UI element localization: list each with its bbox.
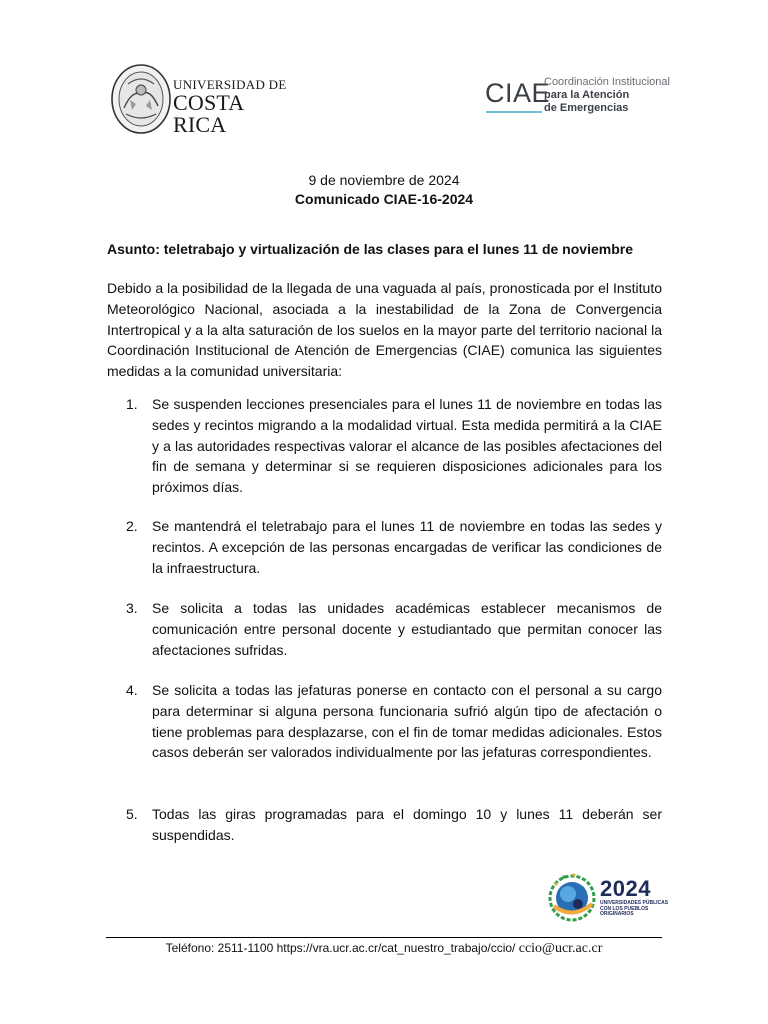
logo-2024: [544, 868, 669, 926]
list-item: [126, 804, 662, 846]
intro-paragraph: Debido a la posibilidad de la llegada de una vaguada al país, pronosticada por el Instituto Meteorológico Nacional, asociada a la inestabilidad de la Zona de Convergencia Intertropical y a la alta saturación de los suelos en la mayor parte del territorio nacional la Coordinación Institucional de Atención de Emergencias (CIAE) comunica las siguientes medidas a la comunidad universitaria:: [107, 280, 662, 380]
logo-2024-tagline: UNIVERSIDADES PÚBLICAS CON LOS PUEBLOS ORIGINARIOS: [600, 900, 669, 918]
ciae-name-line1: Coordinación Institucional: [544, 76, 670, 88]
ciae-accent-line: [486, 111, 542, 113]
ucr-seal-icon: [110, 60, 174, 138]
list-item: [126, 680, 662, 763]
footer-divider: [106, 937, 662, 938]
ciae-acronym: CIAE: [485, 78, 551, 108]
footer-email[interactable]: ccio@ucr.ac.cr: [518, 941, 603, 956]
ciae-name-line2: para la Atención: [544, 89, 630, 101]
document-code: Comunicado CIAE-16-2024: [294, 191, 474, 207]
document-subject: Asunto: teletrabajo y virtualización de las clases para el lunes 11 de noviembre: [107, 241, 633, 257]
list-item-number: 5.: [126, 806, 138, 822]
document-date: 9 de noviembre de 2024: [308, 172, 460, 188]
ciae-name-line3: de Emergencias: [544, 102, 629, 114]
ciae-logo: [480, 72, 680, 122]
list-item-text: Se solicita a todas las unidades académicas establecer mecanismos de comunicación entre personal docente y estudiantado que permitan conocer las afectaciones sufridas.: [152, 600, 662, 658]
list-item-text: Todas las giras programadas para el domingo 10 y lunes 11 deberán ser suspendidas.: [152, 806, 662, 843]
list-item-text: Se suspenden lecciones presenciales para el lunes 11 de noviembre en todas las sedes y recintos migrando a la modalidad virtual. Esta medida permitirá a la CIAE y a las autoridades respectivas valorar el alcance de las posibles afectaciones del fin de semana y determinar si se requieren disposiciones adicionales para los próximos días.: [152, 396, 662, 496]
ciae-full-name: [544, 76, 670, 115]
list-item-number: 1.: [126, 396, 138, 412]
ucr-logo: [110, 60, 290, 138]
list-item: [126, 598, 662, 660]
globe-icon: [544, 868, 600, 926]
footer-contact: Teléfono: 2511-1100 https://vra.ucr.ac.cr/cat_nuestro_trabajo/ccio/: [165, 941, 516, 955]
logo-2024-year: 2024: [600, 876, 651, 901]
list-item-number: 4.: [126, 682, 138, 698]
list-item-text: Se mantendrá el teletrabajo para el lunes 11 de noviembre en todas las sedes y recintos. A excepción de las personas encargadas de verificar las condiciones de la infraestructura.: [152, 518, 662, 576]
footer: [0, 941, 768, 957]
list-item: [126, 516, 662, 578]
list-item-number: 3.: [126, 600, 138, 616]
list-item-text: Se solicita a todas las jefaturas ponerse en contacto con el personal a su cargo para determinar si alguna persona funcionaria sufrió algún tipo de afectación o tiene problemas para desplazarse, con el fin de tomar medidas adicionales. Estos casos deberán ser valorados individualmente por las jefaturas correspondientes.: [152, 682, 662, 761]
list-item: [126, 394, 662, 498]
ucr-name-line2: COSTA RICA: [173, 90, 244, 137]
ucr-name-line1: UNIVERSIDAD DE: [173, 77, 287, 92]
list-item-number: 2.: [126, 518, 138, 534]
